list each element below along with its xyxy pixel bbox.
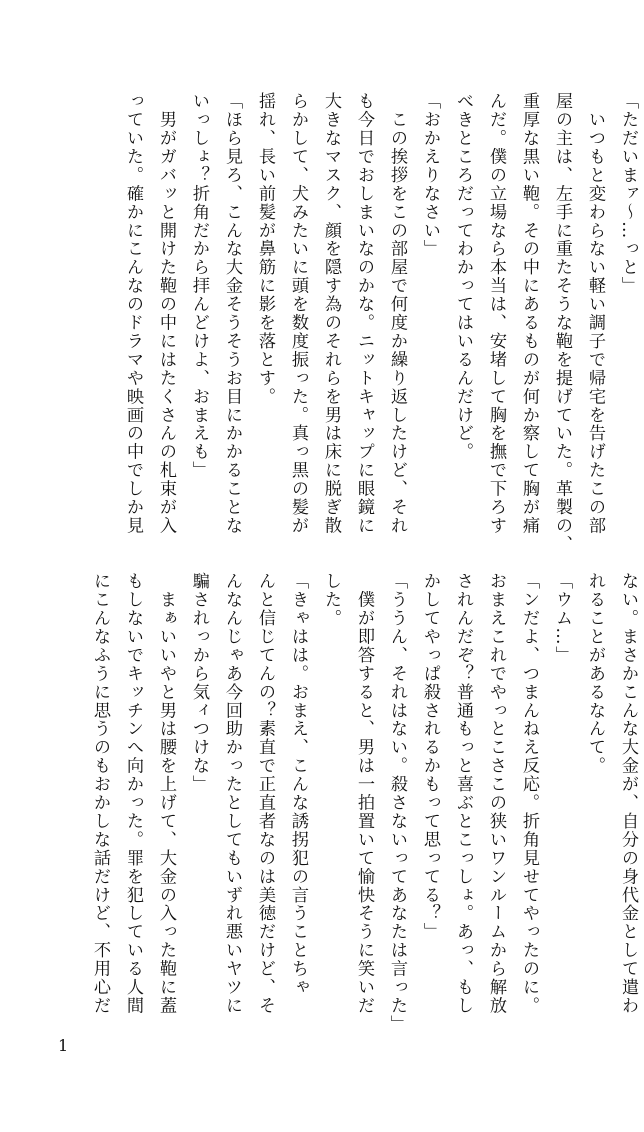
bottom-text-line: 「きゃはは。おまえ、こんな誘拐犯の言うことちゃ xyxy=(288,572,308,997)
bottom-text-line: もしないでキッチンへ向かった。罪を犯している人間 xyxy=(123,572,143,1015)
top-text-line: 屋の主は、左手に重たそうな鞄を提げていた。革製の、 xyxy=(552,92,572,554)
top-text-line: っていた。確かにこんなのドラマや映画の中でしか見 xyxy=(123,92,143,535)
top-text-line: 重厚な黒い鞄。その中にあるものが何か察して胸が痛 xyxy=(519,92,539,535)
bottom-text-line: されんだぞ？普通もっと喜ぶとこっしょ。あっ、もし xyxy=(453,572,473,1015)
bottom-text-line: ない。まさかこんな大金が、自分の身代金として遣わ xyxy=(618,572,638,1015)
bottom-text-line: れることがあるなんて。 xyxy=(585,572,605,775)
bottom-text-line: おまえこれでやっとこさこの狭いワンルームから解放 xyxy=(486,572,506,1015)
top-text-line: 「おかえりなさい」 xyxy=(420,92,440,259)
top-text-line: 男がガバッと開けた鞄の中にはたくさんの札束が入 xyxy=(156,92,176,535)
top-text-line: べきところだってわかってはいるんだけど。 xyxy=(453,92,473,461)
top-text-line: いっしょ？折角だから拝んどけよ、おまえも」 xyxy=(189,92,209,480)
top-text-block xyxy=(54,92,644,554)
bottom-text-line: 「ううん、それはない。殺さないってあなたは言った」 xyxy=(387,572,407,1034)
bottom-text-line: にこんなふうに思うのもおかしな話だけど、不用心だ xyxy=(90,572,110,1015)
top-text-line: んだ。僕の立場なら本当は、安堵して胸を撫で下ろす xyxy=(486,92,506,535)
bottom-text-line: 僕が即答すると、男は一拍置いて愉快そうに笑いだ xyxy=(354,572,374,1015)
bottom-text-line: んなんじゃあ今回助かったとしてもいずれ悪いヤツに xyxy=(222,572,242,1015)
bottom-text-line: 「ウム…」 xyxy=(552,572,572,665)
top-text-line: 揺れ、長い前髪が鼻筋に影を落とす。 xyxy=(255,92,275,406)
page-number: 1 xyxy=(58,1036,69,1055)
bottom-text-line: した。 xyxy=(321,572,341,628)
bottom-text-line: 騙されっから気ィつけな」 xyxy=(189,572,209,794)
top-text-line: 大きなマスク、顔を隠す為のそれらを男は床に脱ぎ散 xyxy=(321,92,341,535)
top-text-line: 「ほら見ろ、こんな大金そうそうお目にかかることな xyxy=(222,92,242,535)
bottom-text-line: かしてやっぱ殺されるかもって思ってる？」 xyxy=(420,572,440,941)
top-text-line: らかして、犬みたいに頭を数度振った。真っ黒の髪が xyxy=(288,92,308,535)
bottom-text-line: んと信じてんの？素直で正直者なのは美徳だけど、そ xyxy=(255,572,275,1015)
bottom-text-block xyxy=(54,572,644,1034)
top-text-line: いつもと変わらない軽い調子で帰宅を告げたこの部 xyxy=(585,92,605,535)
top-text-line: この挨拶をこの部屋で何度か繰り返したけど、それ xyxy=(387,92,407,535)
top-text-line: 「ただいまァ～…っと」 xyxy=(618,92,638,295)
top-text-line: も今日でおしまいなのかな。ニットキャップに眼鏡に xyxy=(354,92,374,535)
bottom-text-line: まぁいいやと男は腰を上げて、大金の入った鞄に蓋 xyxy=(156,572,176,1015)
bottom-text-line: 「ンだよ、つまんねえ反応。折角見せてやったのに。 xyxy=(519,572,539,1015)
